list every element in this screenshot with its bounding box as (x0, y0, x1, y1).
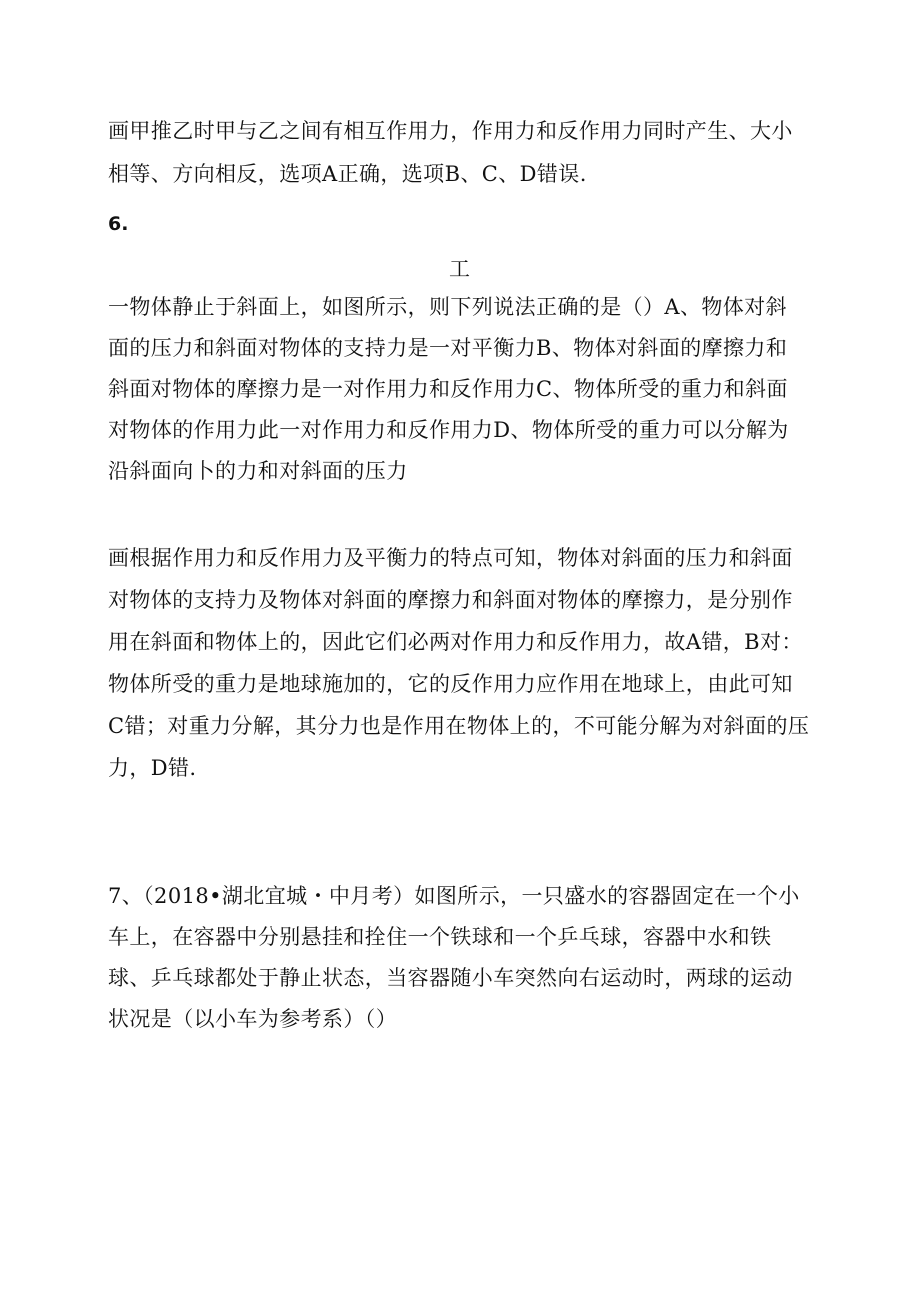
question-6-stem-line-2: 面的压力和斜面对物体的支持力是一对平衡力B、物体对斜面的摩擦力和 (108, 336, 788, 360)
question-7-stem-line-2: 车上，在容器中分别悬挂和拴住一个铁球和一个乒乓球，容器中水和铁 (108, 925, 772, 949)
question-7-stem-line-4: 状况是（以小车为参考系）（） (108, 1007, 398, 1031)
question-6-stem-line-5: 沿斜面向卜的力和对斜面的压力 (108, 459, 408, 483)
question-6-stem-line-4: 对物体的作用力此一对作用力和反作用力D、物体所受的重力可以分解为 (108, 418, 789, 442)
question-6-stem-line-3: 斜面对物体的摩擦力是一对作用力和反作用力C、物体所受的重力和斜面 (108, 377, 788, 401)
question-6-answer-line-5: C错；对重力分解，其分力也是作用在物体上的，不可能分解为对斜面的压 (108, 714, 810, 738)
question-6-answer-line-2: 对物体的支持力及物体对斜面的摩擦力和斜面对物体的摩擦力，是分别作 (108, 588, 793, 612)
question-7-stem-line-3: 球、乒乓球都处于静止状态，当容器随小车突然向右运动时，两球的运动 (108, 966, 793, 990)
prev-answer-line-1: 画甲推乙时甲与乙之间有相互作用力，作用力和反作用力同时产生、大小 (108, 119, 793, 143)
prev-answer-line-2: 相等、方向相反，选项A正确，选项B、C、D错误. (108, 162, 587, 186)
figure-label: 工 (449, 257, 470, 281)
question-6-number: 6. (108, 213, 129, 235)
question-6-stem-line-1: 一物体静止于斜面上，如图所示，则下列说法正确的是（）A、物体对斜 (108, 295, 787, 319)
question-6-answer-line-4: 物体所受的重力是地球施加的，它的反作用力应作用在地球上，由此可知 (108, 672, 793, 696)
question-6-answer-line-6: 力，D错. (108, 756, 197, 780)
question-7-stem-line-1: 7、（2018•湖北宜城・中月考）如图所示，一只盛水的容器固定在一个小 (108, 884, 800, 908)
question-6-answer-line-3: 用在斜面和物体上的，因此它们必两对作用力和反作用力，故A错，B对： (108, 630, 803, 654)
question-6-answer-line-1: 画根据作用力和反作用力及平衡力的特点可知，物体对斜面的压力和斜面 (108, 546, 793, 570)
